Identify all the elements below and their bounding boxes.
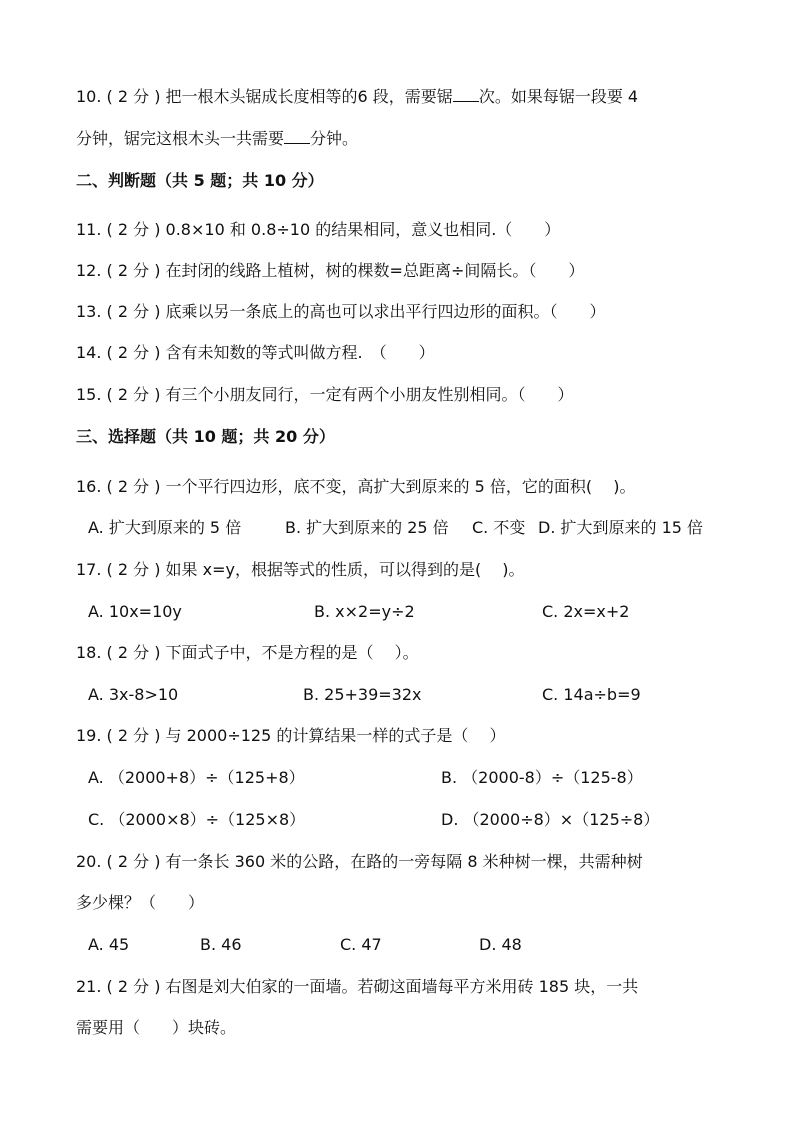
question-16-stem: 16. ( 2 分 ) 一个平行四边形，底不变，高扩大到原来的 5 倍，它的面积( )。	[76, 477, 636, 496]
question-17-stem: 17. ( 2 分 ) 如果 x=y，根据等式的性质，可以得到的是( )。	[76, 560, 525, 579]
question-18-option-b: B. 25+39=32x	[303, 685, 422, 704]
question-10-text-b: 次。如果每锯一段要 4	[478, 87, 639, 106]
question-20-line-1: 20. ( 2 分 ) 有一条长 360 米的公路，在路的一旁每隔 8 米种树一棵，共需种树	[76, 852, 643, 871]
question-17-option-c: C. 2x=x+2	[542, 602, 630, 621]
section-heading-choice: 三、选择题（共 10 题；共 20 分）	[76, 427, 335, 446]
section-heading-judgement: 二、判断题（共 5 题；共 10 分）	[76, 171, 324, 190]
question-17-option-b: B. x×2=y÷2	[314, 602, 415, 621]
question-10-line-2	[76, 128, 358, 150]
question-17-option-a: A. 10x=10y	[88, 602, 182, 621]
question-19-option-d: D. （2000÷8）×（125÷8）	[441, 810, 660, 829]
question-18-option-c: C. 14a÷b=9	[542, 685, 641, 704]
question-19-stem: 19. ( 2 分 ) 与 2000÷125 的计算结果一样的式子是（ ）	[76, 726, 506, 745]
question-13: 13. ( 2 分 ) 底乘以另一条底上的高也可以求出平行四边形的面积。（ ）	[76, 302, 606, 321]
question-16-option-d: D. 扩大到原来的 15 倍	[538, 518, 704, 537]
question-10-text-a: 10. ( 2 分 ) 把一根木头锯成长度相等的6 段，需要锯	[76, 87, 453, 106]
question-16-option-c: C. 不变	[472, 518, 526, 537]
question-18-stem: 18. ( 2 分 ) 下面式子中，不是方程的是（ ）。	[76, 643, 419, 662]
question-20-option-c: C. 47	[340, 935, 382, 954]
question-10-text-c: 分钟，锯完这根木头一共需要	[76, 129, 285, 148]
question-20-line-2: 多少棵？（ ）	[76, 893, 205, 912]
question-16-option-a: A. 扩大到原来的 5 倍	[88, 518, 242, 537]
question-20-option-a: A. 45	[88, 935, 130, 954]
question-10-line-1	[76, 86, 638, 108]
question-19-option-a: A. （2000+8）÷（125+8）	[88, 768, 305, 787]
question-12: 12. ( 2 分 ) 在封闭的线路上植树，树的棵数=总距离÷间隔长。（ ）	[76, 261, 585, 280]
question-20-option-d: D. 48	[479, 935, 522, 954]
question-19-option-c: C. （2000×8）÷（125×8）	[88, 810, 306, 829]
question-21-line-2: 需要用（ ）块砖。	[76, 1018, 237, 1037]
question-16-option-b: B. 扩大到原来的 25 倍	[285, 518, 449, 537]
question-11: 11. ( 2 分 ) 0.8×10 和 0.8÷10 的结果相同，意义也相同.（ ）	[76, 220, 561, 239]
question-15: 15. ( 2 分 ) 有三个小朋友同行，一定有两个小朋友性别相同。（ ）	[76, 385, 574, 404]
answer-blank	[453, 87, 479, 102]
question-10-text-d: 分钟。	[310, 129, 359, 148]
question-19-option-b: B. （2000-8）÷（125-8）	[441, 768, 643, 787]
question-14: 14. ( 2 分 ) 含有未知数的等式叫做方程. （ ）	[76, 343, 435, 362]
question-21-line-1: 21. ( 2 分 ) 右图是刘大伯家的一面墙。若砌这面墙每平方米用砖 185 块，一共	[76, 977, 639, 996]
answer-blank	[284, 129, 310, 144]
question-18-option-a: A. 3x-8>10	[88, 685, 179, 704]
question-20-option-b: B. 46	[200, 935, 242, 954]
